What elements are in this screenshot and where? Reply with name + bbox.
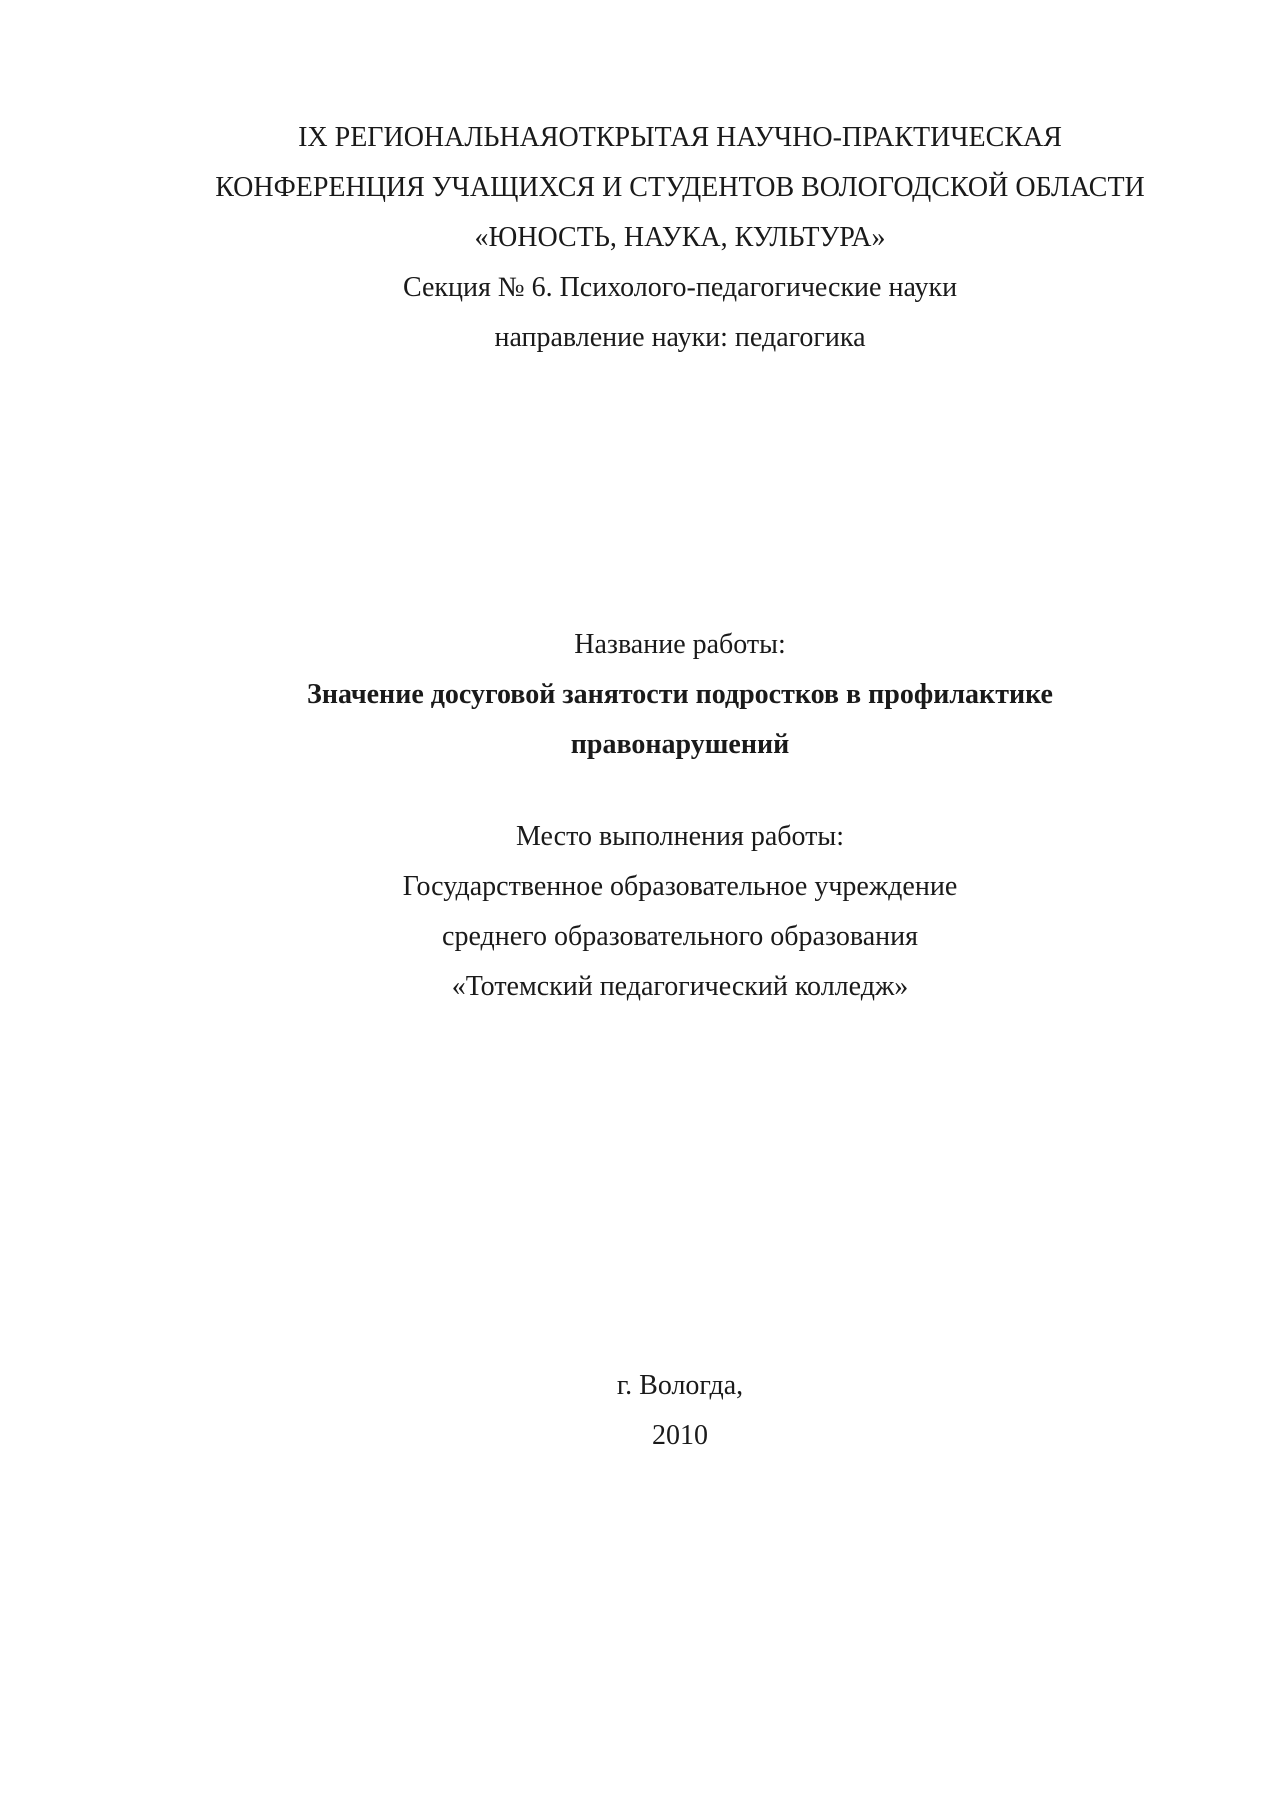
work-place-block xyxy=(140,812,1220,1012)
work-title-line-1: Значение досуговой занятости подростков в профилактике xyxy=(307,679,1053,710)
conference-title-line-3: «ЮНОСТЬ, НАУКА, КУЛЬТУРА» xyxy=(474,222,886,253)
conference-title-line-1: IX РЕГИОНАЛЬНАЯОТКРЫТАЯ НАУЧНО-ПРАКТИЧЕСКАЯ xyxy=(298,122,1062,153)
work-title-label: Название работы: xyxy=(574,629,786,660)
institution-line-2: среднего образовательного образования xyxy=(442,921,918,952)
work-title-line-2: правонарушений xyxy=(570,729,790,760)
conference-header xyxy=(140,113,1220,363)
city: г. Вологда, xyxy=(616,1370,744,1401)
work-title-block xyxy=(140,620,1220,770)
institution-line-3: «Тотемский педагогический колледж» xyxy=(451,971,909,1002)
year: 2010 xyxy=(652,1420,708,1451)
section-name: Секция № 6. Психолого-педагогические науки xyxy=(402,272,958,303)
institution-line-1: Государственное образовательное учреждение xyxy=(402,871,958,902)
work-place-label: Место выполнения работы: xyxy=(516,821,844,852)
science-direction: направление науки: педагогика xyxy=(494,322,866,353)
conference-title-line-2: КОНФЕРЕНЦИЯ УЧАЩИХСЯ И СТУДЕНТОВ ВОЛОГОДСКОЙ ОБЛАСТИ xyxy=(215,172,1145,203)
footer-block xyxy=(140,1361,1220,1461)
